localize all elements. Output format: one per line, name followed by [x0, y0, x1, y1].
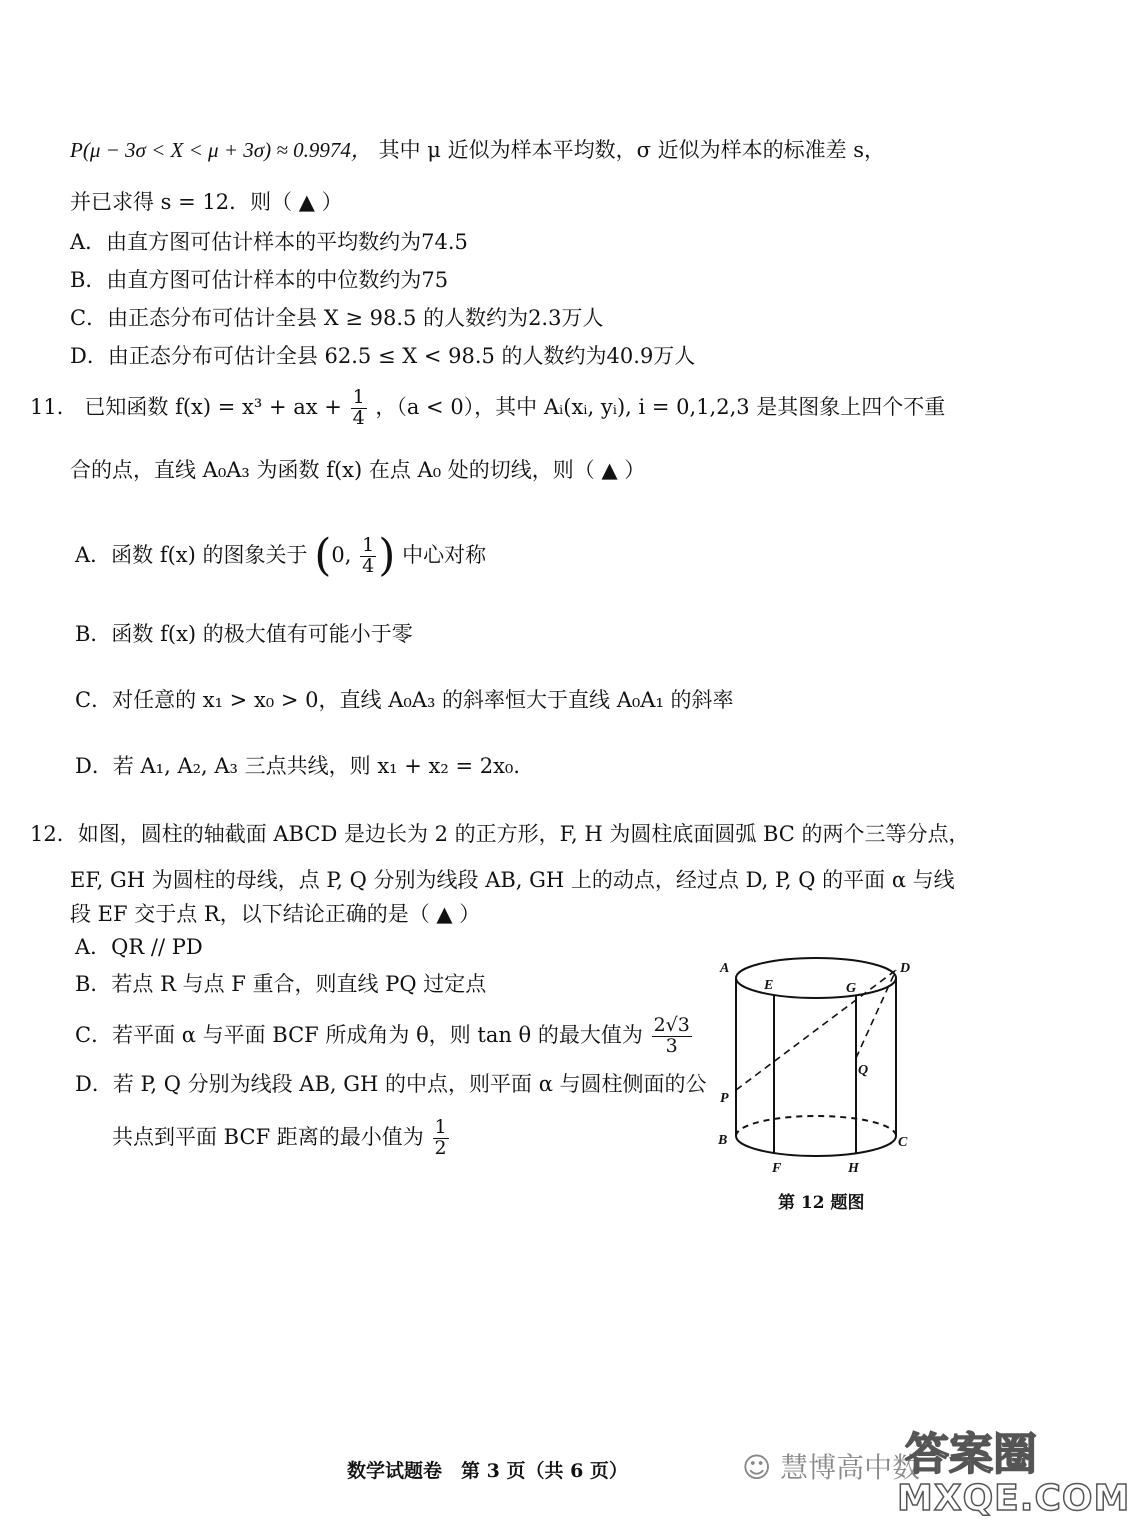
cylinder-bottom-front-arc	[736, 1136, 896, 1156]
label-p: P	[720, 1091, 729, 1106]
q12-stem-line2: EF, GH 为圆柱的母线，点 P, Q 分别为线段 AB, GH 上的动点，经过点 D, P, Q 的平面 α 与线	[70, 868, 955, 892]
right-paren-icon: )	[378, 530, 396, 581]
segment-pd	[736, 970, 896, 1090]
q11-opt-a-fraction	[360, 533, 376, 577]
q11-opt-a-tail: 中心对称	[402, 542, 487, 567]
left-paren-icon: (	[314, 530, 332, 581]
q11-condition: ，（a < 0），其中 Aᵢ(xᵢ, yᵢ), i = 0,1,2,3 是其图象上四个不重	[375, 394, 946, 419]
wechat-account-name: 慧博高中数	[780, 1451, 921, 1484]
q10-option-a: A．由直方图可估计样本的平均数约为74.5	[70, 230, 468, 254]
q11-option-c: C．对任意的 x₁ > x₀ > 0，直线 A₀A₃ 的斜率恒大于直线 A₀A₁ 的斜率	[75, 688, 734, 712]
q12-option-d-line2	[112, 1118, 451, 1159]
q11-opt-a-point: 0,	[331, 542, 352, 567]
q12-opt-d-den: 2	[434, 1136, 447, 1159]
q12-opt-d-num: 1	[434, 1116, 447, 1138]
q11-option-a	[75, 530, 486, 583]
q10-option-b: B．由直方图可估计样本的中位数约为75	[70, 268, 449, 292]
page-footer: 数学试题卷 第 3 页（共 6 页）	[347, 1460, 628, 1482]
q12-option-c	[75, 1016, 694, 1057]
cylinder-top-ellipse	[736, 958, 896, 998]
q11-option-b: B．函数 f(x) 的极大值有可能小于零	[75, 622, 413, 646]
q12-opt-c-num: 2√3	[653, 1014, 690, 1036]
label-d: D	[900, 961, 911, 976]
q11-frac-den: 4	[352, 406, 365, 429]
q12-opt-c-den: 3	[665, 1034, 678, 1057]
q12-opt-c-text: C．若平面 α 与平面 BCF 所成角为 θ，则 tan θ 的最大值为	[75, 1022, 643, 1047]
q11-opt-a-num: 1	[362, 533, 375, 556]
label-h: H	[848, 1161, 859, 1176]
q12-option-d-line1: D．若 P, Q 分别为线段 AB, GH 的中点，则平面 α 与圆柱侧面的公	[75, 1072, 707, 1096]
q11-function: 已知函数 f(x) = x³ + ax +	[84, 394, 342, 419]
q12-opt-c-fraction	[652, 1016, 692, 1057]
label-g: G	[846, 981, 857, 996]
q12-option-a: A．QR // PD	[75, 935, 203, 959]
q11-number: 11．	[30, 394, 78, 419]
q11-opt-a-den: 4	[362, 554, 375, 577]
q10-normal-probability: P(μ − 3σ < X < μ + 3σ) ≈ 0.9974，	[70, 138, 372, 162]
cylinder-figure	[712, 950, 922, 1190]
wechat-watermark	[742, 1446, 920, 1486]
q11-frac-num: 1	[352, 386, 365, 408]
q11-stem-line1	[30, 388, 945, 429]
q10-line2: 并已求得 s = 12．则（ ▲ ）	[70, 190, 343, 214]
q12-opt-d-text: 共点到平面 BCF 距离的最小值为	[112, 1124, 424, 1149]
q10-line1	[70, 138, 885, 163]
label-e: E	[764, 978, 774, 993]
label-c: C	[898, 1135, 908, 1150]
wechat-icon: ☺	[742, 1451, 772, 1484]
q11-stem-line2: 合的点，直线 A₀A₃ 为函数 f(x) 在点 A₀ 处的切线，则（ ▲ ）	[70, 458, 646, 482]
q12-opt-d-fraction	[433, 1118, 449, 1159]
q10-option-d: D．由正态分布可估计全县 62.5 ≤ X < 98.5 的人数约为40.9万人	[70, 344, 696, 368]
site-url: MXQE.COM	[897, 1478, 1130, 1519]
q10-option-c: C．由正态分布可估计全县 X ≥ 98.5 的人数约为2.3万人	[70, 306, 604, 330]
label-f: F	[772, 1161, 782, 1176]
label-a: A	[720, 961, 730, 976]
q11-fraction	[351, 388, 367, 429]
label-q: Q	[858, 1063, 869, 1078]
q11-opt-a-text: A．函数 f(x) 的图象关于	[75, 542, 308, 567]
cylinder-bottom-back-arc	[736, 1116, 896, 1136]
figure-caption: 第 12 题图	[778, 1193, 865, 1213]
label-b: B	[718, 1133, 728, 1148]
q11-option-d: D．若 A₁, A₂, A₃ 三点共线，则 x₁ + x₂ = 2x₀．	[75, 754, 535, 778]
site-logo-text: 答案圈	[905, 1429, 1037, 1480]
q12-option-b: B．若点 R 与点 F 重合，则直线 PQ 过定点	[75, 972, 487, 996]
segment-qd	[856, 970, 896, 1058]
q12-stem-line1: 12．如图，圆柱的轴截面 ABCD 是边长为 2 的正方形，F, H 为圆柱底面圆弧 BC 的两个三等分点，	[30, 822, 970, 846]
q12-stem-line3: 段 EF 交于点 R，以下结论正确的是（ ▲ ）	[70, 902, 481, 926]
q10-definitions: 其中 μ 近似为样本平均数，σ 近似为样本的标准差 s，	[378, 138, 886, 162]
